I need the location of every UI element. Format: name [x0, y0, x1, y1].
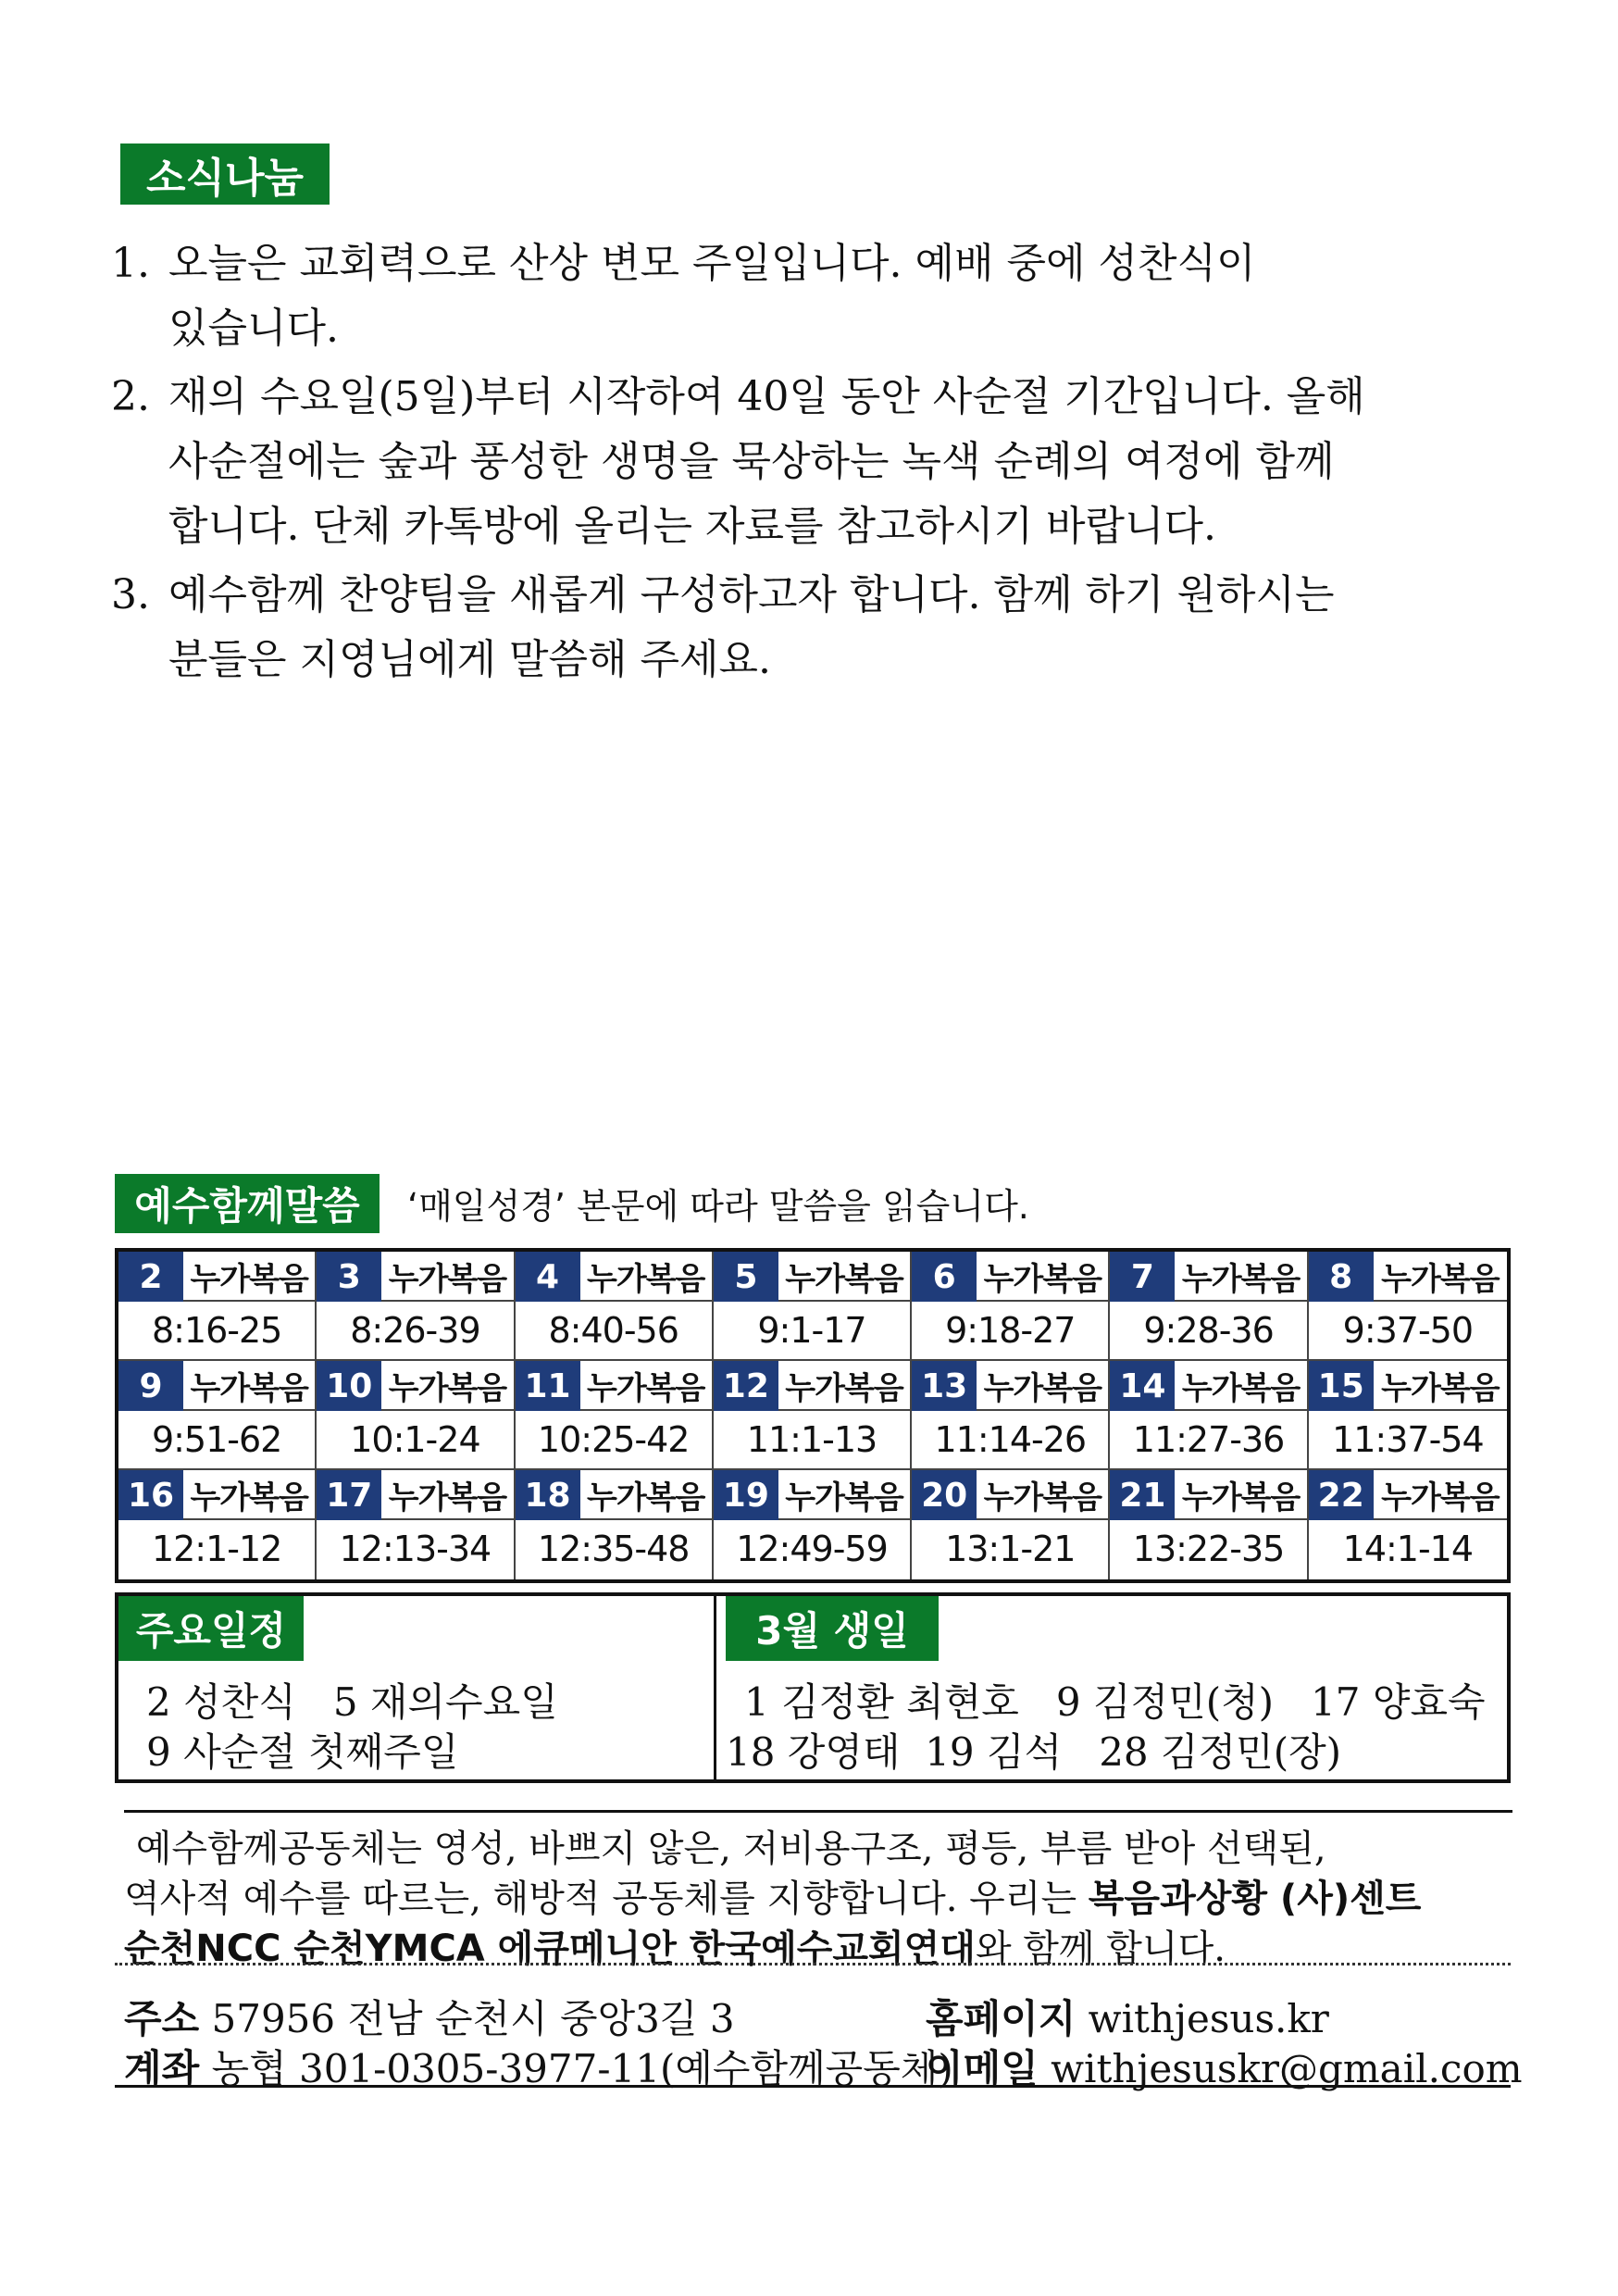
news-number: 2. [111, 373, 150, 420]
reading-cell [317, 1252, 515, 1361]
schedule-line: 9 사순절 첫째주일 [146, 1729, 459, 1775]
reading-reference: 11:14-26 [934, 1419, 1087, 1460]
reading-cell [1110, 1470, 1308, 1579]
reading-day: 8 [1309, 1252, 1374, 1302]
reading-book: 누가복음 [977, 1361, 1108, 1411]
reading-book: 누가복음 [1374, 1252, 1507, 1302]
reading-day: 7 [1110, 1252, 1175, 1302]
reading-cell [317, 1470, 515, 1579]
reading-cell [516, 1470, 714, 1579]
reading-book: 누가복음 [381, 1361, 513, 1411]
reading-cell [516, 1252, 714, 1361]
reading-reference: 12:35-48 [537, 1529, 690, 1569]
reading-header [516, 1361, 712, 1411]
address-value: 57956 전남 순천시 중앙3길 3 [211, 1996, 735, 2041]
reading-day: 17 [317, 1470, 381, 1520]
reading-header [714, 1252, 910, 1302]
news-item [111, 365, 1518, 559]
news-section-label: 소식나눔 [120, 144, 330, 205]
reading-header [317, 1252, 513, 1302]
homepage-label: 홈페이지 [926, 1996, 1077, 2041]
reading-reference: 11:27-36 [1132, 1419, 1285, 1460]
community-line: 예수함께공동체는 영성, 바쁘지 않은, 저비용구조, 평등, 부름 받아 선택된, [124, 1828, 1326, 1870]
account-label: 계좌 [124, 2046, 200, 2091]
reading-reference: 9:1-17 [757, 1310, 866, 1351]
birthday-line: 1 김정환 최현호 9 김정민(청) 17 양효숙 [744, 1679, 1486, 1725]
reading-day: 22 [1309, 1470, 1374, 1520]
reading-book: 누가복음 [778, 1361, 910, 1411]
reading-reference: 10:25-42 [537, 1419, 690, 1460]
community-line [124, 1874, 1512, 1924]
reading-table [115, 1248, 1511, 1583]
reading-header [912, 1252, 1108, 1302]
news-text: 예수함께 찬양팀을 새롭게 구성하고자 합니다. 함께 하기 원하시는 분들은 지영님에게 말씀해 주세요. [168, 571, 1335, 683]
reading-reference: 14:1-14 [1342, 1529, 1474, 1569]
reading-book: 누가복음 [1175, 1470, 1306, 1520]
reading-cell [1309, 1361, 1507, 1470]
reading-cell [714, 1470, 912, 1579]
reading-reference: 10:1-24 [350, 1419, 480, 1460]
reading-reference: 9:18-27 [945, 1310, 1076, 1351]
reading-cell [516, 1361, 714, 1470]
reading-day: 5 [714, 1252, 778, 1302]
reading-reference: 9:37-50 [1342, 1310, 1474, 1351]
reading-reference: 13:22-35 [1132, 1529, 1285, 1569]
reading-cell [714, 1361, 912, 1470]
schedule-label: 주요일정 [118, 1596, 304, 1661]
reading-book: 누가복음 [183, 1252, 315, 1302]
address-line [124, 1989, 735, 2044]
reading-cell [118, 1470, 317, 1579]
reading-book: 누가복음 [183, 1470, 315, 1520]
reading-reference: 9:28-36 [1143, 1310, 1274, 1351]
reading-header [516, 1252, 712, 1302]
reading-header [714, 1361, 910, 1411]
homepage-line [926, 1989, 1329, 2044]
reading-cell [118, 1252, 317, 1361]
email-label: 이메일 [926, 2046, 1039, 2091]
news-item [111, 563, 1518, 693]
reading-day: 4 [516, 1252, 580, 1302]
email-link[interactable]: withjesuskr@gmail.com [1051, 2046, 1523, 2091]
reading-header [516, 1470, 712, 1520]
community-line [124, 1924, 1512, 1974]
reading-reference: 11:37-54 [1332, 1419, 1484, 1460]
reading-cell [912, 1470, 1110, 1579]
reading-reference: 12:13-34 [339, 1529, 492, 1569]
reading-header [1110, 1470, 1306, 1520]
reading-reference: 8:40-56 [548, 1310, 678, 1351]
reading-header [317, 1361, 513, 1411]
reading-book: 누가복음 [1374, 1470, 1507, 1520]
reading-cell [118, 1361, 317, 1470]
reading-book: 누가복음 [977, 1470, 1108, 1520]
reading-header [1309, 1252, 1507, 1302]
reading-header [317, 1470, 513, 1520]
reading-header [1309, 1470, 1507, 1520]
reading-header [714, 1470, 910, 1520]
reading-cell [1110, 1361, 1308, 1470]
partner-names: 순천NCC 순천YMCA 에큐메니안 한국예수교회연대 [124, 1928, 976, 1970]
reading-day: 11 [516, 1361, 580, 1411]
reading-day: 12 [714, 1361, 778, 1411]
reading-book: 누가복음 [1175, 1252, 1306, 1302]
word-description: ‘매일성경’ 본문에 따라 말씀을 읽습니다. [407, 1186, 1029, 1227]
schedule-column [118, 1596, 716, 1779]
reading-reference: 8:26-39 [350, 1310, 480, 1351]
reading-reference: 12:1-12 [151, 1529, 282, 1569]
community-description [124, 1810, 1512, 1974]
reading-reference: 9:51-62 [151, 1419, 282, 1460]
reading-book: 누가복음 [381, 1470, 513, 1520]
news-text: 오늘은 교회력으로 산상 변모 주일입니다. 예배 중에 성찬식이 있습니다. [168, 240, 1256, 352]
reading-reference: 11:1-13 [746, 1419, 877, 1460]
news-number: 3. [111, 571, 150, 618]
reading-day: 6 [912, 1252, 977, 1302]
reading-header [1309, 1361, 1507, 1411]
schedule-line: 2 성찬식 5 재의수요일 [146, 1679, 558, 1725]
reading-book: 누가복음 [183, 1361, 315, 1411]
reading-cell [912, 1252, 1110, 1361]
reading-book: 누가복음 [977, 1252, 1108, 1302]
schedule-box [115, 1592, 1511, 1783]
reading-cell [714, 1252, 912, 1361]
bottom-divider [115, 2085, 1511, 2088]
reading-day: 18 [516, 1470, 580, 1520]
reading-header [118, 1470, 315, 1520]
news-list [111, 231, 1518, 696]
reading-day: 13 [912, 1361, 977, 1411]
reading-day: 10 [317, 1361, 381, 1411]
reading-header [1110, 1361, 1306, 1411]
reading-header [912, 1361, 1108, 1411]
partner-names: 복음과상황 (사)센트 [1088, 1878, 1422, 1920]
birthday-line: 18 강영태 19 김석 28 김정민(장) [726, 1729, 1342, 1775]
reading-header [118, 1361, 315, 1411]
reading-day: 3 [317, 1252, 381, 1302]
reading-day: 19 [714, 1470, 778, 1520]
reading-book: 누가복음 [1175, 1361, 1306, 1411]
word-section-label: 예수함께말씀 [115, 1174, 380, 1233]
reading-reference: 8:16-25 [151, 1310, 282, 1351]
address-label: 주소 [124, 1996, 200, 2041]
birthday-column [716, 1596, 1507, 1779]
reading-header [912, 1470, 1108, 1520]
reading-cell [1309, 1252, 1507, 1361]
news-number: 1. [111, 240, 150, 287]
birthday-label: 3월 생일 [726, 1596, 939, 1661]
reading-day: 2 [118, 1252, 183, 1302]
dotted-divider [115, 1963, 1511, 1965]
reading-day: 16 [118, 1470, 183, 1520]
reading-book: 누가복음 [580, 1361, 712, 1411]
news-text: 재의 수요일(5일)부터 시작하여 40일 동안 사순절 기간입니다. 올해 사순절에는 숲과 풍성한 생명을 묵상하는 녹색 순례의 여정에 함께 합니다. 단체 카톡방에 올리는 자료를 참고하시기 바랍니다. [168, 373, 1365, 550]
reading-book: 누가복음 [1374, 1361, 1507, 1411]
reading-header [118, 1252, 315, 1302]
reading-reference: 12:49-59 [736, 1529, 888, 1569]
reading-day: 21 [1110, 1470, 1175, 1520]
reading-cell [1110, 1252, 1308, 1361]
community-text: 역사적 예수를 따르는, 해방적 공동체를 지향합니다. 우리는 [124, 1878, 1089, 1920]
reading-book: 누가복음 [381, 1252, 513, 1302]
reading-day: 15 [1309, 1361, 1374, 1411]
reading-day: 20 [912, 1470, 977, 1520]
reading-cell [1309, 1470, 1507, 1579]
reading-cell [912, 1361, 1110, 1470]
news-item [111, 231, 1518, 361]
reading-cell [317, 1361, 515, 1470]
community-text: 와 함께 합니다. [975, 1928, 1226, 1970]
reading-header [1110, 1252, 1306, 1302]
reading-book: 누가복음 [778, 1252, 910, 1302]
reading-day: 9 [118, 1361, 183, 1411]
homepage-link[interactable]: withjesus.kr [1088, 1996, 1329, 2041]
account-value: 농협 301-0305-3977-11(예수함께공동체) [211, 2046, 953, 2091]
reading-reference: 13:1-21 [945, 1529, 1076, 1569]
reading-book: 누가복음 [580, 1252, 712, 1302]
reading-book: 누가복음 [778, 1470, 910, 1520]
reading-day: 14 [1110, 1361, 1175, 1411]
reading-book: 누가복음 [580, 1470, 712, 1520]
